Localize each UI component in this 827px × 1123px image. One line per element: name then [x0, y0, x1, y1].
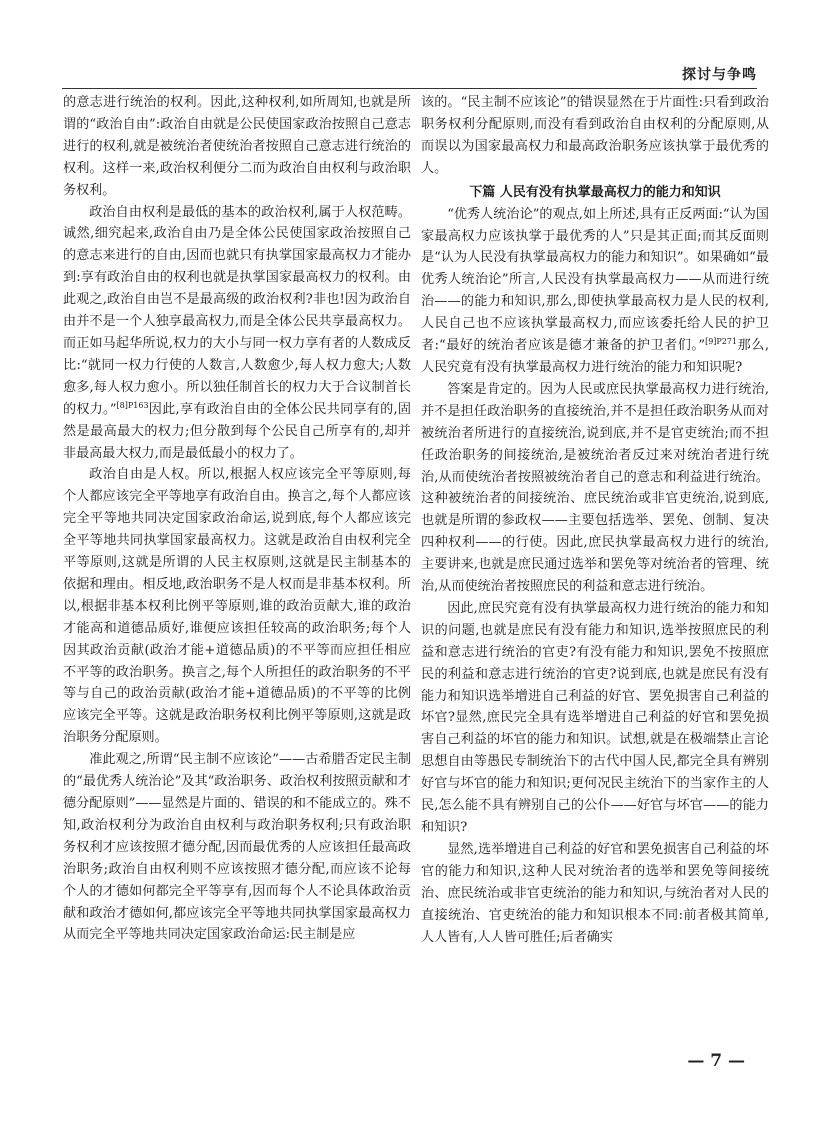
paragraph: 政治自由是人权。所以,根据人权应该完全平等原则,每个人都应该完全平等地享有政治自由。换言之,每个人都应该完全平等地共同决定国家政治命运,说到底,每个人都应该完全平等地共同执掌国家最高权力。这就是政治自由权利完全平等原则,这就是所谓的人民主权原则,这就是民主制基本的依据和理由。相反地,政治职务不是人权而是非基本权利。所以,根据非基本权利比例平等原则,谁的政治贡献大,谁的政治才能高和道德品质好,谁便应该担任较高的政治职务;每个人因其政治贡献(政治才能+道德品质)的不平等而应担任相应不平等的政治职务。换言之,每个人所担任的政治职务的不平等与自己的政治贡献(政治才能+道德品质)的不平等的比例应该完全平等。这就是政治职务权利比例平等原则,这就是政治职务分配原则。 [63, 467, 411, 746]
paragraph: 显然,选举增进自己利益的好官和罢免损害自己利益的坏官的能力和知识,这种人民对统治者的选举和罢免等间接统治、庶民统治或非官吏统治的能力和知识,与统治者对人民的直接统治、官吏统治的能力和知识根本不同:前者极其简单,人人皆有,人人皆可胜任;后者确实 [421, 841, 769, 945]
paragraph-text: “优秀人统治论”的观点,如上所述,具有正反两面:“认为国家最高权力应该执掌于最优秀的人”只是其正面;而其反面则是“认为人民没有执掌最高权力的能力和知识”。如果确如“最优秀人统治论”所言,人民没有执掌最高权力——从而进行统治——的能力和知识,那么,即使执掌最高权力是人民的权利,人民自己也不应该执掌最高权力,而应该委托给人民的护卫者:“最好的统治者应该是德才兼备的护卫者们。” [421, 206, 769, 354]
paragraph: 因此,庶民究竟有没有执掌最高权力进行统治的能力和知识的问题,也就是庶民有没有能力和知识,选举按照庶民的利益和意志进行统治的官吏?有没有能力和知识,罢免不按照庶民的利益和意志进行统治的官吏?说到底,也就是庶民有没有能力和知识选举增进自己利益的好官、罢免损害自己利益的坏官?显然,庶民完全具有选举增进自己利益的好官和罢免损害自己利益的坏官的能力和知识。试想,就是在极端禁止言论思想自由等愚民专制统治下的古代中国人民,都完全具有辨别好官与坏官的能力和知识;更何况民主统治下的当家作主的人民,怎么能不具有辨别自己的公仆——好官与坏官——的能力和知识? [421, 600, 769, 835]
paragraph: 答案是肯定的。因为人民或庶民执掌最高权力进行统治,并不是担任政治职务的直接统治,并不是担任政治职务从而对被统治者所进行的直接统治,说到底,并不是官吏统治;而不担任政治职务的间接统治,是被统治者反过来对统治者进行统治,从而使统治者按照被统治者自己的意志和利益进行统治。这种被统治者的间接统治、庶民统治或非官吏统治,说到底,也就是所谓的参政权——主要包括选举、罢免、创制、复决四种权利——的行使。因此,庶民执掌最高权力进行的统治,主要讲来,也就是庶民通过选举和罢免等对统治者的管理、统治,从而使统治者按照庶民的利益和意志进行统治。 [421, 381, 769, 595]
citation: [8]P163 [116, 400, 149, 410]
section-heading: 下篇 人民有没有执掌最高权力的能力和知识 [469, 184, 721, 200]
header-rule [62, 88, 757, 89]
paragraph: 该的。“民主制不应该论”的错误显然在于片面性:只看到政治职务权利分配原则,而没有看到政治自由权利的分配原则,从而误以为国家最高权力和最高政治职务应该执掌于最优秀的人。 [421, 95, 769, 176]
left-column [63, 92, 411, 992]
right-column [421, 92, 769, 992]
paragraph-text: 那么,人民究竟有没有执掌最高权力进行统治的能力和知识呢? [421, 338, 769, 375]
citation: [9]P271 [705, 337, 738, 347]
paragraph-text: 政治自由权利是最低的基本的政治权利,属于人权范畴。诚然,细究起来,政治自由乃是全体公民使国家政治按照自己的意志来进行的自由,因而也就只有执掌国家最高权力才能办到:享有政治自由的权利也就是执掌国家最高权力的权利。由此观之,政治自由岂不是最高级的政治权利?非也!因为政治自由并不是一个人独享最高权力,而是全体公民共享最高权力。而正如马起华所说,权力的大小与同一权力享有者的人数成反比:“就同一权力行使的人数言,人数愈少,每人权力愈大;人数愈多,每人权力愈小。所以独任制首长的权力大于合议制首长的权力。” [63, 204, 411, 417]
page-number: — 7 — [687, 1051, 745, 1071]
paragraph-text: 因此,享有政治自由的全体公民共同享有的,固然是最高最大的权力;但分散到每个公民自己所享有的,却并非最高最大权力,而是最低最小的权力了。 [63, 401, 411, 461]
paragraph: 准此观之,所谓“民主制不应该论”——古希腊否定民主制的“最优秀人统治论”及其“政治职务、政治权利按照贡献和才德分配原则”——显然是片面的、错误的和不能成立的。殊不知,政治权利分为政治自由权利与政治职务权利;只有政治职务权利才应该按照才德分配,因而最优秀的人应该担任最高政治职务;政治自由权利则不应该按照才德分配,而应该不论每个人的才德如何都完全平等享有,因而每个人不论具体政治贡献和政治才德如何,都应该完全平等地共同执掌国家最高权力从而完全平等地共同决定国家政治命运:民主制是应 [63, 752, 411, 943]
paragraph [421, 204, 769, 379]
running-header: 探讨与争鸣 [682, 67, 757, 83]
paragraph: 的意志进行统治的权利。因此,这种权利,如所周知,也就是所谓的“政治自由”:政治自由就是公民使国家政治按照自己意志进行的权利,就是被统治者使统治者按照自己意志进行统治的权利。这样一来,政治权利便分二而为政治自由权利与政治职务权利。 [63, 95, 411, 198]
paragraph [63, 202, 411, 465]
